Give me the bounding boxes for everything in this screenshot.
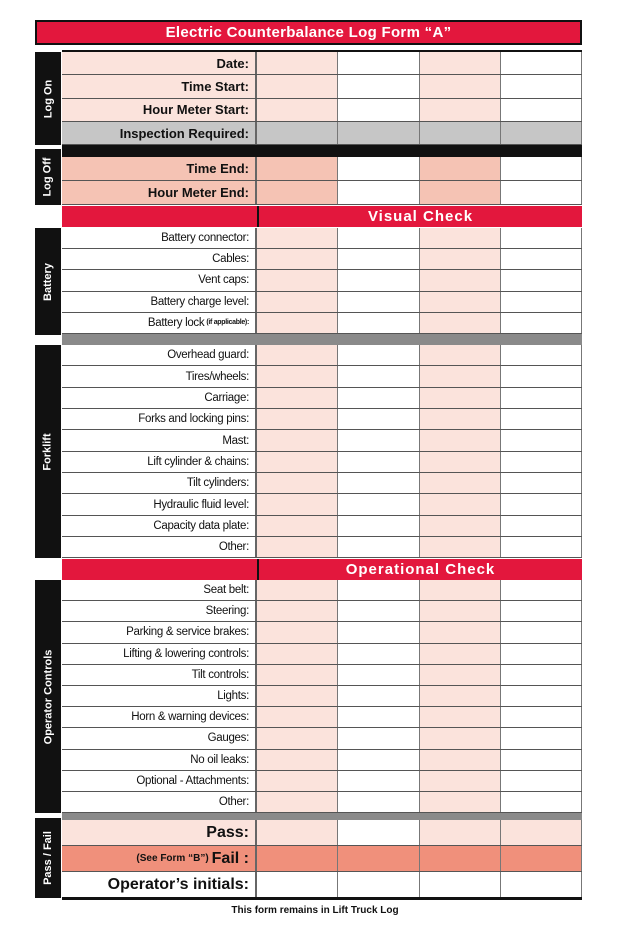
- entry-cell-2[interactable]: [338, 494, 419, 514]
- row-label: [62, 665, 257, 685]
- header-spacer: [62, 206, 257, 227]
- entry-cell-1[interactable]: [257, 228, 338, 248]
- row-label-text: Optional - Attachments:: [136, 774, 249, 787]
- section-label: Pass / Fail: [42, 831, 54, 885]
- row-label-text: Lifting & lowering controls:: [123, 647, 249, 660]
- row-label-text: Tires/wheels:: [185, 370, 249, 383]
- entry-cell-3[interactable]: [420, 366, 501, 386]
- row-label: [62, 516, 257, 536]
- entry-cell-3[interactable]: [420, 516, 501, 536]
- entry-cell-4[interactable]: [501, 601, 582, 621]
- entry-cell-4[interactable]: [501, 430, 582, 450]
- row-label: [62, 872, 257, 897]
- bottom-rule: [62, 897, 582, 900]
- form-row: [62, 345, 582, 366]
- entry-cell-2[interactable]: [338, 750, 419, 770]
- entry-cell-1[interactable]: [257, 580, 338, 600]
- entry-cell-3[interactable]: [420, 270, 501, 290]
- entry-cell-2[interactable]: [338, 313, 419, 333]
- entry-cell-2[interactable]: [338, 644, 419, 664]
- row-label-text: Overhead guard:: [167, 349, 249, 362]
- form-title: Electric Counterbalance Log Form “A”: [35, 20, 582, 45]
- entry-cell-1[interactable]: [257, 181, 338, 204]
- row-label: [62, 181, 257, 204]
- form-row: [62, 452, 582, 473]
- entry-cell-1[interactable]: [257, 665, 338, 685]
- fail-note: (See Form “B”): [136, 853, 209, 864]
- form-row: [62, 728, 582, 749]
- entry-cell-3[interactable]: [420, 99, 501, 121]
- entry-cell-1[interactable]: [257, 52, 338, 74]
- row-label: [62, 366, 257, 386]
- entry-cell-4[interactable]: [501, 157, 582, 180]
- form-row: [62, 228, 582, 249]
- row-label: [62, 750, 257, 770]
- entry-cell-4[interactable]: [501, 52, 582, 74]
- entry-cell-4[interactable]: [501, 494, 582, 514]
- entry-cell-2[interactable]: [338, 409, 419, 429]
- entry-cell-3[interactable]: [420, 644, 501, 664]
- row-label-text: Other:: [218, 541, 249, 554]
- row-label: [62, 644, 257, 664]
- row-label: [62, 707, 257, 727]
- row-label-text: Battery connector:: [161, 232, 249, 245]
- row-label: [62, 270, 257, 290]
- header-spacer: [62, 559, 257, 580]
- entry-cell-2[interactable]: [338, 228, 419, 248]
- row-label-text: No oil leaks:: [190, 753, 249, 766]
- row-label-text: Seat belt:: [203, 584, 249, 597]
- entry-cell-1[interactable]: [257, 792, 338, 812]
- entry-cell-3[interactable]: [420, 707, 501, 727]
- row-label-text: Battery charge level:: [150, 295, 249, 308]
- form-row: [62, 792, 582, 813]
- row-label: [62, 452, 257, 472]
- row-label: [62, 409, 257, 429]
- row-label: [62, 728, 257, 748]
- entry-cell-3[interactable]: [420, 157, 501, 180]
- row-label: [62, 313, 257, 333]
- entry-cell-2[interactable]: [338, 473, 419, 493]
- section-label: Operator Controls: [42, 649, 55, 744]
- row-label: [62, 249, 257, 269]
- entry-cell-3[interactable]: [420, 622, 501, 642]
- row-label: [62, 580, 257, 600]
- form-row: [62, 601, 582, 622]
- entry-cell-3[interactable]: [420, 728, 501, 748]
- entry-cell-3[interactable]: [420, 771, 501, 791]
- entry-cell-1[interactable]: [257, 750, 338, 770]
- entry-cell-2[interactable]: [338, 728, 419, 748]
- row-label-text: Battery lock: [147, 316, 205, 329]
- form-row: [62, 473, 582, 494]
- entry-cell-4[interactable]: [501, 345, 582, 365]
- entry-cell-1[interactable]: [257, 707, 338, 727]
- row-label-text: Date:: [216, 55, 249, 71]
- entry-cell-1[interactable]: [257, 452, 338, 472]
- row-label-text: Mast:: [222, 434, 249, 447]
- row-label-text: Cables:: [212, 253, 249, 266]
- row-label-text: Vent caps:: [198, 274, 249, 287]
- entry-cell-2[interactable]: [338, 366, 419, 386]
- form-row: [62, 622, 582, 643]
- visual-check-header: [62, 206, 582, 227]
- entry-cell-3[interactable]: [420, 409, 501, 429]
- entry-cell-2[interactable]: [338, 537, 419, 557]
- entry-cell-3[interactable]: [420, 122, 501, 144]
- pass-row: [62, 820, 582, 846]
- entry-cell-2[interactable]: [338, 792, 419, 812]
- row-label: [62, 771, 257, 791]
- entry-cell-2[interactable]: [338, 580, 419, 600]
- row-label-text: Fail :: [211, 849, 249, 867]
- row-label: [62, 820, 257, 845]
- entry-cell-4[interactable]: [501, 388, 582, 408]
- entry-cell-4[interactable]: [501, 473, 582, 493]
- entry-cell-1[interactable]: [257, 122, 338, 144]
- entry-cell-3[interactable]: [420, 473, 501, 493]
- entry-cell-2[interactable]: [338, 249, 419, 269]
- entry-cell-2[interactable]: [338, 665, 419, 685]
- entry-cell-1[interactable]: [257, 345, 338, 365]
- row-label: [62, 537, 257, 557]
- entry-cell-4[interactable]: [501, 249, 582, 269]
- section-label: Log On: [42, 79, 54, 118]
- entry-cell-1[interactable]: [257, 516, 338, 536]
- entry-cell-4[interactable]: [501, 771, 582, 791]
- entry-cell-4[interactable]: [501, 270, 582, 290]
- entry-cell-3[interactable]: [420, 313, 501, 333]
- entry-cell-2[interactable]: [338, 686, 419, 706]
- entry-cell-4[interactable]: [501, 686, 582, 706]
- row-label: [62, 99, 257, 121]
- row-label-text: Inspection Required:: [119, 125, 249, 141]
- entry-cell-2[interactable]: [338, 430, 419, 450]
- form-row: [62, 494, 582, 515]
- entry-cell-4[interactable]: [501, 228, 582, 248]
- entry-cell-3[interactable]: [420, 872, 501, 897]
- entry-cell-4[interactable]: [501, 665, 582, 685]
- row-label: [62, 52, 257, 74]
- entry-cell-3[interactable]: [420, 846, 501, 871]
- row-label: [62, 122, 257, 144]
- entry-cell-2[interactable]: [338, 345, 419, 365]
- row-label-text: Hour Meter Start:: [142, 102, 249, 118]
- row-label: [62, 601, 257, 621]
- row-label: [62, 75, 257, 97]
- entry-cell-2[interactable]: [338, 122, 419, 144]
- entry-cell-3[interactable]: [420, 52, 501, 74]
- entry-cell-1[interactable]: [257, 846, 338, 871]
- row-label-text: Operator’s initials:: [107, 875, 249, 893]
- entry-cell-4[interactable]: [501, 516, 582, 536]
- entry-cell-3[interactable]: [420, 665, 501, 685]
- log-off-side-label: [35, 149, 61, 205]
- entry-cell-2[interactable]: [338, 771, 419, 791]
- form-row: [62, 292, 582, 313]
- row-label: [62, 157, 257, 180]
- row-label: [62, 494, 257, 514]
- entry-cell-1[interactable]: [257, 473, 338, 493]
- entry-cell-1[interactable]: [257, 249, 338, 269]
- entry-cell-3[interactable]: [420, 430, 501, 450]
- entry-cell-4[interactable]: [501, 622, 582, 642]
- form-row: [62, 665, 582, 686]
- entry-cell-4[interactable]: [501, 644, 582, 664]
- entry-cell-4[interactable]: [501, 820, 582, 845]
- entry-cell-4[interactable]: [501, 750, 582, 770]
- row-label: [62, 345, 257, 365]
- entry-cell-4[interactable]: [501, 452, 582, 472]
- form-row: [62, 430, 582, 451]
- row-label-text: Forks and locking pins:: [138, 413, 249, 426]
- form-row: [62, 707, 582, 728]
- entry-cell-4[interactable]: [501, 99, 582, 121]
- section-label: Log Off: [42, 157, 55, 197]
- entry-cell-4[interactable]: [501, 707, 582, 727]
- entry-cell-1[interactable]: [257, 820, 338, 845]
- entry-cell-2[interactable]: [338, 820, 419, 845]
- entry-cell-4[interactable]: [501, 75, 582, 97]
- entry-cell-3[interactable]: [420, 750, 501, 770]
- row-label-text: Gauges:: [207, 732, 249, 745]
- operator-controls-side-label: [35, 580, 61, 813]
- form-row: [62, 750, 582, 771]
- entry-cell-1[interactable]: [257, 686, 338, 706]
- entry-cell-1[interactable]: [257, 388, 338, 408]
- section-label: Battery: [42, 262, 54, 301]
- entry-cell-1[interactable]: [257, 644, 338, 664]
- row-label-text: Lights:: [217, 690, 249, 703]
- form-row: [62, 409, 582, 430]
- operational-check-header: [62, 559, 582, 580]
- entry-cell-3[interactable]: [420, 388, 501, 408]
- entry-cell-3[interactable]: [420, 75, 501, 97]
- fail-row: [62, 846, 582, 872]
- entry-cell-1[interactable]: [257, 270, 338, 290]
- row-label-text: Tilt controls:: [191, 668, 249, 681]
- entry-cell-2[interactable]: [338, 52, 419, 74]
- form-row: [62, 771, 582, 792]
- row-label-text: Other:: [218, 796, 249, 809]
- gray-divider: [62, 813, 582, 820]
- battery-lock-note: (if applicable):: [206, 319, 249, 327]
- battery-side-label: [35, 228, 61, 335]
- entry-cell-1[interactable]: [257, 157, 338, 180]
- section-label: Forklift: [42, 432, 54, 471]
- entry-cell-2[interactable]: [338, 452, 419, 472]
- entry-cell-3[interactable]: [420, 537, 501, 557]
- header-text: Operational Check: [257, 559, 582, 580]
- row-label: [62, 792, 257, 812]
- entry-cell-3[interactable]: [420, 601, 501, 621]
- form-row: [62, 366, 582, 387]
- form-row: [62, 313, 582, 334]
- row-label-text: Carriage:: [204, 391, 249, 404]
- form-row: [62, 270, 582, 291]
- entry-cell-2[interactable]: [338, 292, 419, 312]
- entry-cell-3[interactable]: [420, 494, 501, 514]
- entry-cell-1[interactable]: [257, 622, 338, 642]
- form-row: [62, 537, 582, 558]
- row-label-text: Hour Meter End:: [147, 185, 249, 200]
- form-row: [62, 644, 582, 665]
- row-label: [62, 622, 257, 642]
- entry-cell-4[interactable]: [501, 728, 582, 748]
- form-row: [62, 157, 582, 181]
- entry-cell-1[interactable]: [257, 99, 338, 121]
- form-row: [62, 52, 582, 75]
- row-label: [62, 430, 257, 450]
- entry-cell-3[interactable]: [420, 686, 501, 706]
- entry-cell-2[interactable]: [338, 846, 419, 871]
- entry-cell-1[interactable]: [257, 313, 338, 333]
- entry-cell-1[interactable]: [257, 494, 338, 514]
- header-text: Visual Check: [257, 206, 582, 227]
- row-label: [62, 686, 257, 706]
- row-label-text: Hydraulic fluid level:: [153, 498, 249, 511]
- entry-cell-3[interactable]: [420, 228, 501, 248]
- entry-cell-2[interactable]: [338, 388, 419, 408]
- log-on-side-label: [35, 52, 61, 145]
- operator-initials-row: [62, 872, 582, 898]
- entry-cell-4[interactable]: [501, 292, 582, 312]
- entry-cell-2[interactable]: [338, 872, 419, 897]
- entry-cell-1[interactable]: [257, 409, 338, 429]
- divider-bar: [62, 145, 582, 157]
- entry-cell-4[interactable]: [501, 846, 582, 871]
- row-label-text: Tilt cylinders:: [186, 477, 249, 490]
- entry-cell-2[interactable]: [338, 270, 419, 290]
- entry-cell-4[interactable]: [501, 580, 582, 600]
- entry-cell-4[interactable]: [501, 792, 582, 812]
- entry-cell-1[interactable]: [257, 292, 338, 312]
- gray-divider: [62, 334, 582, 345]
- row-label: [62, 228, 257, 248]
- row-label: [62, 292, 257, 312]
- forklift-side-label: [35, 345, 61, 558]
- entry-cell-3[interactable]: [420, 820, 501, 845]
- form-row: [62, 122, 582, 145]
- row-label-text: Time End:: [186, 161, 249, 176]
- row-label-text: Pass:: [206, 823, 249, 841]
- row-label: [62, 473, 257, 493]
- form-row: [62, 516, 582, 537]
- row-label-text: Time Start:: [181, 78, 249, 94]
- entry-cell-3[interactable]: [420, 292, 501, 312]
- form-row: [62, 181, 582, 205]
- row-label-text: Steering:: [205, 605, 249, 618]
- entry-cell-1[interactable]: [257, 872, 338, 897]
- form-row: [62, 388, 582, 409]
- entry-cell-2[interactable]: [338, 157, 419, 180]
- form-row: [62, 686, 582, 707]
- entry-cell-1[interactable]: [257, 537, 338, 557]
- entry-cell-1[interactable]: [257, 771, 338, 791]
- entry-cell-2[interactable]: [338, 516, 419, 536]
- entry-cell-2[interactable]: [338, 601, 419, 621]
- entry-cell-4[interactable]: [501, 537, 582, 557]
- row-label-text: Capacity data plate:: [153, 519, 249, 532]
- entry-cell-3[interactable]: [420, 452, 501, 472]
- row-label: [62, 846, 257, 871]
- form-row: [62, 99, 582, 122]
- row-label-text: Horn & warning devices:: [131, 711, 249, 724]
- entry-cell-4[interactable]: [501, 181, 582, 204]
- entry-cell-2[interactable]: [338, 622, 419, 642]
- row-label-text: Lift cylinder & chains:: [147, 455, 249, 468]
- entry-cell-4[interactable]: [501, 366, 582, 386]
- footer-note: This form remains in Lift Truck Log: [231, 905, 399, 916]
- form-row: [62, 580, 582, 601]
- entry-cell-2[interactable]: [338, 99, 419, 121]
- entry-cell-3[interactable]: [420, 580, 501, 600]
- entry-cell-3[interactable]: [420, 249, 501, 269]
- form-row: [62, 249, 582, 270]
- entry-cell-1[interactable]: [257, 601, 338, 621]
- row-label-text: Parking & service brakes:: [126, 626, 249, 639]
- entry-cell-3[interactable]: [420, 181, 501, 204]
- entry-cell-4[interactable]: [501, 409, 582, 429]
- pass-fail-side-label: [35, 818, 61, 898]
- entry-cell-1[interactable]: [257, 366, 338, 386]
- entry-cell-4[interactable]: [501, 313, 582, 333]
- entry-cell-1[interactable]: [257, 430, 338, 450]
- entry-cell-4[interactable]: [501, 122, 582, 144]
- entry-cell-2[interactable]: [338, 75, 419, 97]
- entry-cell-2[interactable]: [338, 181, 419, 204]
- entry-cell-3[interactable]: [420, 345, 501, 365]
- entry-cell-4[interactable]: [501, 872, 582, 897]
- row-label: [62, 388, 257, 408]
- entry-cell-2[interactable]: [338, 707, 419, 727]
- entry-cell-1[interactable]: [257, 75, 338, 97]
- entry-cell-1[interactable]: [257, 728, 338, 748]
- form-row: [62, 75, 582, 98]
- entry-cell-3[interactable]: [420, 792, 501, 812]
